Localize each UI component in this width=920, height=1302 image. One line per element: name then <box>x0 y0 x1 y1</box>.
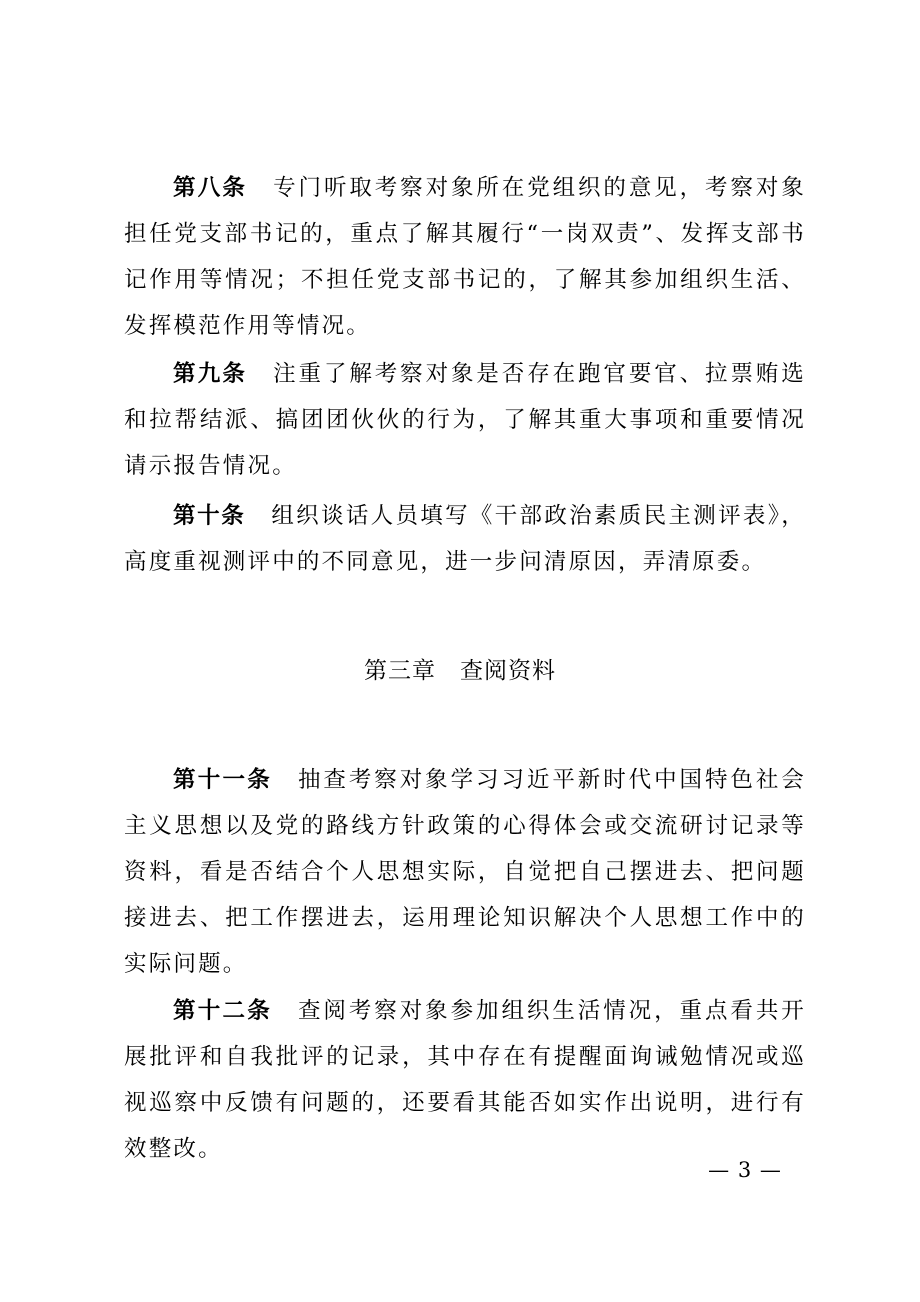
article-11-number: 第十一条 <box>173 767 272 793</box>
page-number: — 3 — <box>708 1158 782 1182</box>
article-10-text: 组织谈话人员填写《干部政治素质民主测评表》，高度重视测评中的不同意见，进一步问清原因，弄清原委。 <box>124 503 806 575</box>
chapter-number: 第三章 <box>364 658 436 684</box>
article-12-number: 第十二条 <box>173 998 272 1024</box>
article-12 <box>124 988 806 1172</box>
article-10-number: 第十条 <box>173 503 246 529</box>
article-8-number: 第八条 <box>173 175 248 201</box>
article-8-text: 专门听取考察对象所在党组织的意见，考察对象担任党支部书记的，重点了解其履行“一岗双责”、发挥支部书记作用等情况；不担任党支部书记的，了解其参加组织生活、发挥模范作用等情况。 <box>124 175 806 339</box>
article-10 <box>124 493 806 585</box>
article-9-number: 第九条 <box>173 361 248 387</box>
chapter-title: 查阅资料 <box>460 658 556 684</box>
chapter-heading <box>0 648 920 694</box>
article-9-text: 注重了解考察对象是否存在跑官要官、拉票贿选和拉帮结派、搞团团伙伙的行为，了解其重大事项和重要情况请示报告情况。 <box>124 361 806 479</box>
article-8 <box>124 165 806 349</box>
article-12-text: 查阅考察对象参加组织生活情况，重点看共开展批评和自我批评的记录，其中存在有提醒面询诫勉情况或巡视巡察中反馈有问题的，还要看其能否如实作出说明，进行有效整改。 <box>124 998 806 1162</box>
article-9 <box>124 351 806 489</box>
article-11-text: 抽查考察对象学习习近平新时代中国特色社会主义思想以及党的路线方针政策的心得体会或交流研讨记录等资料，看是否结合个人思想实际，自觉把自己摆进去、把问题接进去、把工作摆进去，运用理论知识解决个人思想工作中的实际问题。 <box>124 767 806 977</box>
article-11 <box>124 757 806 987</box>
